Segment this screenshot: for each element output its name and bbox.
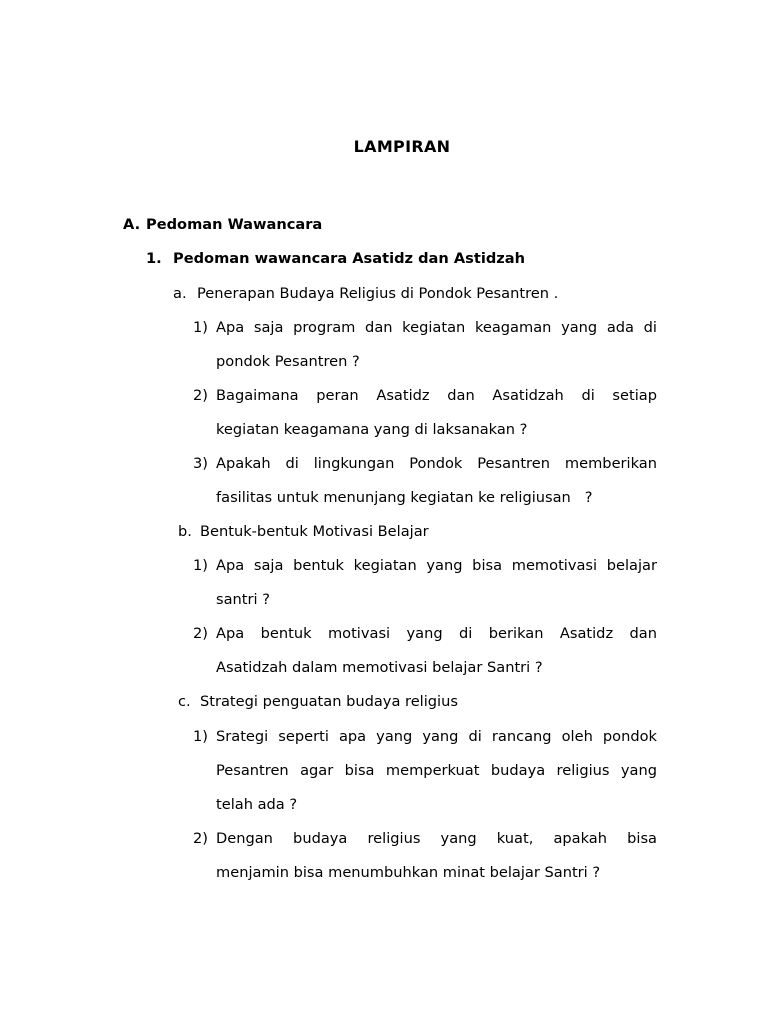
part-b-heading: Bentuk-bentuk Motivasi Belajar <box>200 523 429 540</box>
part-a-marker: a. <box>173 285 187 302</box>
part-a-q2-marker: 2) <box>193 387 208 404</box>
part-a-q1-line1: Apa saja program dan kegiatan keagaman yang ada di <box>216 319 657 336</box>
part-a-q2-line2: kegiatan keagamana yang di laksanakan ? <box>216 421 528 438</box>
part-c-marker: c. <box>178 693 191 710</box>
part-b-q1-line1: Apa saja bentuk kegiatan yang bisa memotivasi belajar <box>216 557 657 574</box>
part-b-q2-line1: Apa bentuk motivasi yang di berikan Asatidz dan <box>216 625 657 642</box>
part-c-q2-marker: 2) <box>193 830 208 847</box>
part-c-q1-line1: Srategi seperti apa yang yang di rancang oleh pondok <box>216 728 657 745</box>
part-c-q1-marker: 1) <box>193 728 208 745</box>
part-a-q1-marker: 1) <box>193 319 208 336</box>
part-b-q1-line2: santri ? <box>216 591 270 608</box>
part-a-q2-line1: Bagaimana peran Asatidz dan Asatidzah di setiap <box>216 387 657 404</box>
part-a-q3-marker: 3) <box>193 455 208 472</box>
page-title: LAMPIRAN <box>353 137 451 156</box>
part-b-marker: b. <box>178 523 192 540</box>
section-a-marker: A. <box>123 216 141 233</box>
part-a-q1-line2: pondok Pesantren ? <box>216 353 360 370</box>
section-a-heading: Pedoman Wawancara <box>146 216 323 233</box>
part-c-q2-line2: menjamin bisa menumbuhkan minat belajar Santri ? <box>216 864 601 881</box>
part-b-q1-marker: 1) <box>193 557 208 574</box>
part-b-q2-line2: Asatidzah dalam memotivasi belajar Santri ? <box>216 659 543 676</box>
part-a-q3-line1: Apakah di lingkungan Pondok Pesantren memberikan <box>216 455 657 472</box>
part-b-q2-marker: 2) <box>193 625 208 642</box>
part-a-heading: Penerapan Budaya Religius di Pondok Pesantren . <box>197 285 559 302</box>
part-c-q1-line2: Pesantren agar bisa memperkuat budaya religius yang <box>216 762 657 779</box>
part-c-q1-line3: telah ada ? <box>216 796 298 813</box>
part-a-q3-line2: fasilitas untuk menunjang kegiatan ke religiusan ? <box>216 489 593 506</box>
subsection-1-marker: 1. <box>146 250 162 267</box>
part-c-q2-line1: Dengan budaya religius yang kuat, apakah bisa <box>216 830 657 847</box>
subsection-1-heading: Pedoman wawancara Asatidz dan Astidzah <box>173 250 525 267</box>
part-c-heading: Strategi penguatan budaya religius <box>200 693 458 710</box>
